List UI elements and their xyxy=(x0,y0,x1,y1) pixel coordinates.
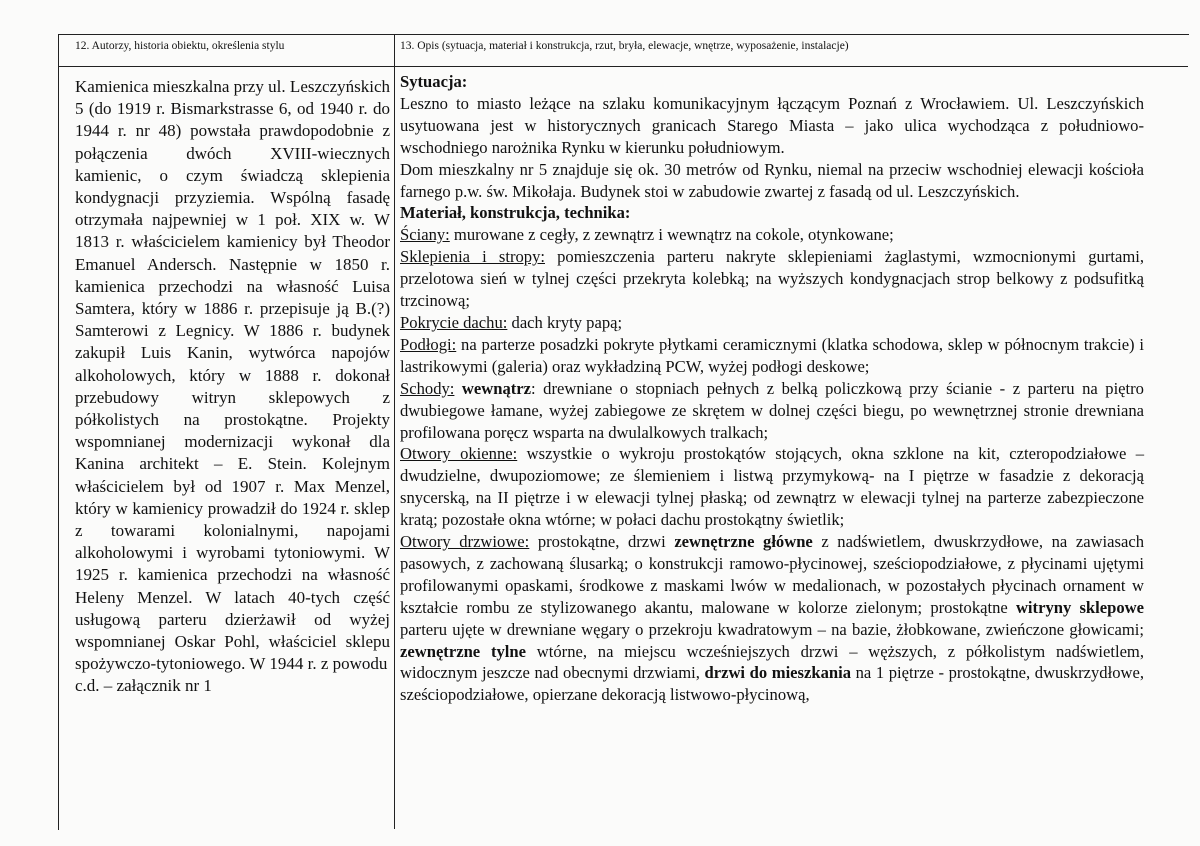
drzwiowe-text-5: na 1 piętrze - prostokątne, dwuskrzydłowe, sześciopodziałowe, opierzane dekoracją listwowo-płycinową, xyxy=(400,663,1144,705)
drzwiowe-entry xyxy=(400,531,1144,706)
okienne-entry xyxy=(400,443,1144,531)
schody-bold: wewnątrz xyxy=(461,378,532,398)
header-rule xyxy=(58,66,1188,67)
drzwiowe-bold-2: witryny sklepowe xyxy=(1015,597,1144,617)
sciany-entry xyxy=(400,224,1144,246)
schody-label: Schody: xyxy=(400,378,455,398)
drzwiowe-bold-4: drzwi do mieszkania xyxy=(704,663,852,683)
sytuacja-heading: Sytuacja: xyxy=(400,72,468,91)
okienne-text: wszystkie o wykroju prostokątów stojących, okna szklone na kit, czteropodziałowe – dwudzielne, dwupoziomowe; ze ślemieniem i listwą przymykową- na I piętrze w fasadzie z dekoracją snycerską, na II piętrze i w elewacji tylnej płaską; od zewnątrz w elewacji tylnej na parterze zabezpieczone kratą; pozostałe okna wtórne; w połaci dachu prostokątny świetlik; xyxy=(400,444,1144,530)
drzwiowe-text-4: wtórne, na miejscu wcześniejszych drzwi – węższych, z półkolistym nadświetlem, widocznym jeszcze nad obecnymi drzwiami, xyxy=(400,641,1144,683)
pokrycie-entry xyxy=(400,312,1144,334)
okienne-label: Otwory okienne: xyxy=(400,444,518,464)
sciany-text: murowane z cegły, z zewnątrz i wewnątrz na cokole, otynkowane; xyxy=(449,225,894,245)
description-column xyxy=(400,71,1144,706)
sytuacja-paragraph-1: Leszno to miasto leżące na szlaku komunikacyjnym łączącym Poznań z Wrocławiem. Ul. Leszczyńskich usytuowana jest w historycznych granicach Starego Miasta – jako ulica wychodząca z południowo-wschodniego narożnika Rynku w kierunku południowym. xyxy=(400,93,1144,157)
podlogi-label: Podłogi: xyxy=(400,334,457,354)
history-column xyxy=(75,76,390,698)
history-text: Kamienica mieszkalna przy ul. Leszczyńskich 5 (do 1919 r. Bismarkstrasse 6, od 1940 r. do 1944 r. nr 48) powstała prawdopodobnie z połączenia dwóch XVIII-wiecznych kamienic, o czym świadczą sklepienia kondygnacji przyziemia. Wspólną fasadę otrzymała najpewniej w 1 poł. XIX w. W 1813 r. właścicielem kamienicy był Theodor Emanuel Andersch. Następnie w 1850 r. kamienica przechodzi na własność Luisa Samtera, który w 1886 r. przepisuje ją B.(?) Samterowi z Legnicy. W 1886 r. budynek zakupił Luis Kanin, wytwórca napojów alkoholowych, który w 1888 r. dokonał przebudowy witryn sklepowych z półkolistych na prostokątne. Projekty wspomnianej modernizacji wykonał dla Kanina architekt – E. Stein. Kolejnym właścicielem był od 1907 r. Max Menzel, który w kamienicy prowadził do 1924 r. sklep z towarami kolonialnymi, napojami alkoholowymi i wyrobami tytoniowymi. W 1925 r. kamienica przechodzi na własność Heleny Menzel. W latach 40-tych część usługową parteru dzierżawił od wyżej wspomnianej Oskar Pohl, właściciel sklepu spożywczo-tytoniowego. W 1944 r. z powodu xyxy=(75,77,390,674)
drzwiowe-text-2: z nadświetlem, dwuskrzydłowe, na zawiasach pasowych, z zachowaną ślusarką; o konstrukcji ramowo-płycinowej, sześciopodziałowe, z płycinami ujętymi profilowanymi opaskami, środkowe z maskami lwów w medalionach, w pozostałych płycinach ornament w kształcie rombu ze stylizowanego akantu, malowane w kolorze zielonym; prostokątne xyxy=(400,532,1145,617)
section-12-header: 12. Autorzy, historia obiektu, określenia stylu xyxy=(75,40,285,52)
sciany-label: Ściany: xyxy=(400,225,450,245)
section-13-header: 13. Opis (sytuacja, materiał i konstrukcja, rzut, bryła, elewacje, wnętrze, wyposażenie, instalacje) xyxy=(400,40,849,52)
sytuacja-paragraph-2: Dom mieszkalny nr 5 znajduje się ok. 30 metrów od Rynku, niemal na przeciw wschodniej elewacji kościoła farnego p.w. św. Mikołaja. Budynek stoi w zabudowie zwartej z fasadą od ul. Leszczyńskich. xyxy=(400,159,1144,201)
pokrycie-label: Pokrycie dachu: xyxy=(400,312,508,332)
schody-entry xyxy=(400,378,1144,444)
schody-text: : drewniane o stopniach pełnych z belką policzkową przy ścianie - z parteru na piętro dwubiegowe łamane, wyżej zabiegowe ze skrętem w dolnej części biegu, po wewnętrznej stronie drewniana profilowana poręcz wsparta na dwulalkowych tralkach; xyxy=(400,378,1144,442)
pokrycie-text: dach kryty papą; xyxy=(507,312,623,332)
drzwiowe-text-1: prostokątne, drzwi xyxy=(529,532,675,552)
sklepienia-text: pomieszczenia parteru nakryte sklepieniami żaglastymi, wzmocnionymi gurtami, przelotowa sień w tylnej części przekryta kolebką; na wyższych kondygnacjach strop belkowy z podsufitką trzcinową; xyxy=(400,247,1144,311)
sklepienia-entry xyxy=(400,246,1144,312)
drzwiowe-label: Otwory drzwiowe: xyxy=(400,532,530,552)
podlogi-entry xyxy=(400,334,1144,378)
material-heading: Materiał, konstrukcja, technika: xyxy=(400,203,631,223)
drzwiowe-text-3: parteru ujęte w drewniane węgary o przekroju kwadratowym – na bazie, żłobkowane, zwieńczone głowicami; xyxy=(400,619,1144,639)
sklepienia-label: Sklepienia i stropy: xyxy=(400,247,545,267)
podlogi-text: na parterze posadzki pokryte płytkami ceramicznymi (klatka schodowa, sklep w północnym trakcie) i lastrikowymi (galeria) oraz wykładziną PCW, wyżej podłogi deskowe; xyxy=(400,334,1144,376)
continuation-note: c.d. – załącznik nr 1 xyxy=(75,676,212,696)
drzwiowe-bold-3: zewnętrzne tylne xyxy=(400,641,526,661)
column-divider xyxy=(394,34,395,829)
drzwiowe-bold-1: zewnętrzne główne xyxy=(674,532,813,552)
